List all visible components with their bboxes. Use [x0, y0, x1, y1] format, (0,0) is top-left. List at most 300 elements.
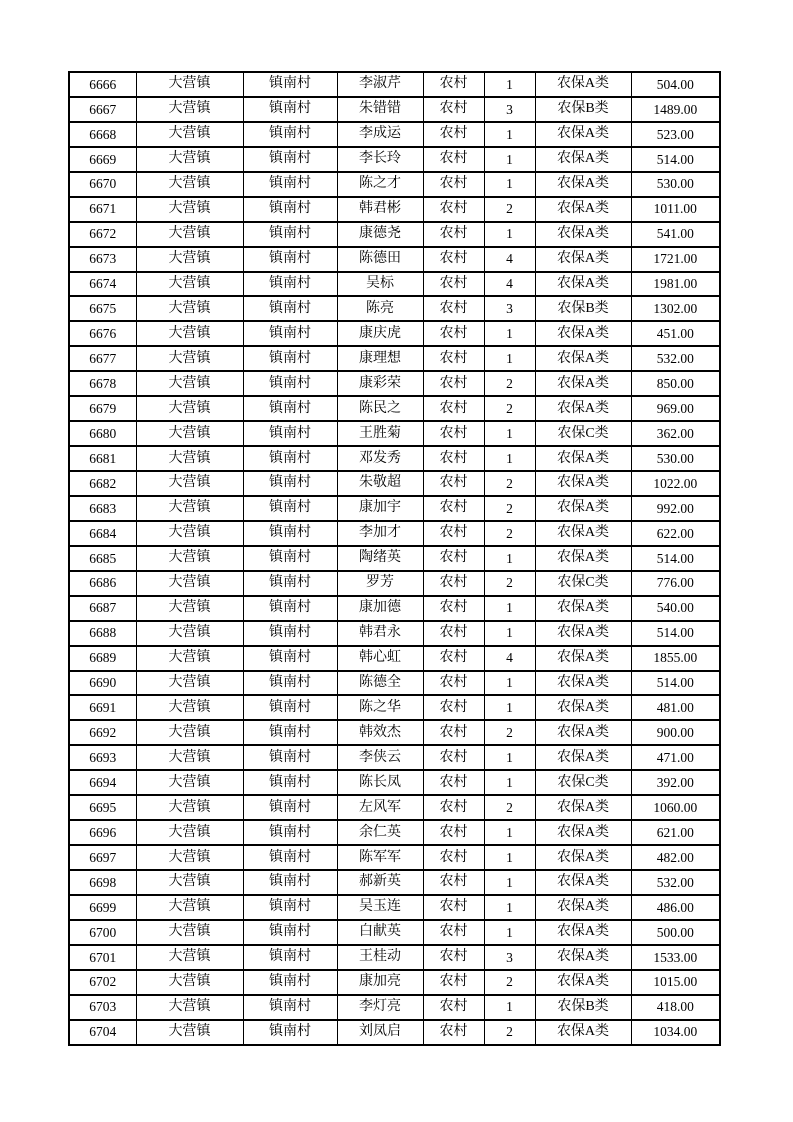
cell-name: 邓发秀 — [337, 446, 423, 471]
cell-count: 1 — [484, 845, 535, 870]
cell-insurance_type: 农保B类 — [535, 995, 631, 1020]
cell-insurance_type: 农保A类 — [535, 346, 631, 371]
cell-amount: 1855.00 — [631, 646, 720, 671]
cell-town: 大营镇 — [136, 371, 243, 396]
cell-id: 6667 — [69, 97, 136, 122]
cell-insurance_type: 农保A类 — [535, 795, 631, 820]
table-row — [69, 720, 720, 745]
cell-category: 农村 — [423, 396, 484, 421]
cell-count: 1 — [484, 995, 535, 1020]
cell-village: 镇南村 — [243, 421, 337, 446]
cell-insurance_type: 农保C类 — [535, 571, 631, 596]
cell-count: 1 — [484, 421, 535, 446]
cell-village: 镇南村 — [243, 945, 337, 970]
cell-village: 镇南村 — [243, 671, 337, 696]
cell-count: 1 — [484, 695, 535, 720]
cell-id: 6692 — [69, 720, 136, 745]
cell-amount: 1302.00 — [631, 296, 720, 321]
cell-amount: 1011.00 — [631, 197, 720, 222]
cell-name: 陈长凤 — [337, 770, 423, 795]
cell-insurance_type: 农保A类 — [535, 845, 631, 870]
cell-amount: 514.00 — [631, 546, 720, 571]
cell-village: 镇南村 — [243, 546, 337, 571]
cell-amount: 850.00 — [631, 371, 720, 396]
table-row — [69, 471, 720, 496]
table-row — [69, 346, 720, 371]
cell-amount: 514.00 — [631, 147, 720, 172]
cell-id: 6691 — [69, 695, 136, 720]
cell-name: 康加亮 — [337, 970, 423, 995]
cell-category: 农村 — [423, 496, 484, 521]
cell-name: 李灯亮 — [337, 995, 423, 1020]
cell-town: 大营镇 — [136, 471, 243, 496]
cell-category: 农村 — [423, 695, 484, 720]
cell-category: 农村 — [423, 870, 484, 895]
cell-amount: 1533.00 — [631, 945, 720, 970]
cell-town: 大营镇 — [136, 446, 243, 471]
cell-insurance_type: 农保A类 — [535, 446, 631, 471]
cell-amount: 900.00 — [631, 720, 720, 745]
cell-id: 6681 — [69, 446, 136, 471]
table-row — [69, 795, 720, 820]
cell-amount: 1489.00 — [631, 97, 720, 122]
cell-amount: 1022.00 — [631, 471, 720, 496]
cell-name: 陶绪英 — [337, 546, 423, 571]
cell-amount: 969.00 — [631, 396, 720, 421]
cell-insurance_type: 农保A类 — [535, 122, 631, 147]
table-row — [69, 521, 720, 546]
cell-id: 6695 — [69, 795, 136, 820]
cell-name: 刘凤启 — [337, 1020, 423, 1045]
table-row — [69, 870, 720, 895]
cell-insurance_type: 农保A类 — [535, 546, 631, 571]
cell-id: 6683 — [69, 496, 136, 521]
cell-category: 农村 — [423, 571, 484, 596]
cell-count: 1 — [484, 72, 535, 97]
cell-count: 3 — [484, 945, 535, 970]
cell-count: 1 — [484, 321, 535, 346]
cell-count: 4 — [484, 247, 535, 272]
cell-name: 白献英 — [337, 920, 423, 945]
cell-category: 农村 — [423, 272, 484, 297]
cell-category: 农村 — [423, 197, 484, 222]
cell-name: 陈军军 — [337, 845, 423, 870]
cell-town: 大营镇 — [136, 321, 243, 346]
cell-village: 镇南村 — [243, 571, 337, 596]
cell-town: 大营镇 — [136, 596, 243, 621]
cell-amount: 392.00 — [631, 770, 720, 795]
cell-name: 陈之华 — [337, 695, 423, 720]
cell-insurance_type: 农保A类 — [535, 371, 631, 396]
cell-name: 康理想 — [337, 346, 423, 371]
cell-amount: 776.00 — [631, 571, 720, 596]
cell-name: 吴标 — [337, 272, 423, 297]
cell-name: 康德尧 — [337, 222, 423, 247]
table-row — [69, 396, 720, 421]
cell-amount: 541.00 — [631, 222, 720, 247]
cell-id: 6682 — [69, 471, 136, 496]
table-row — [69, 296, 720, 321]
cell-town: 大营镇 — [136, 671, 243, 696]
cell-category: 农村 — [423, 296, 484, 321]
cell-id: 6668 — [69, 122, 136, 147]
cell-category: 农村 — [423, 596, 484, 621]
cell-id: 6672 — [69, 222, 136, 247]
cell-count: 2 — [484, 1020, 535, 1045]
cell-id: 6678 — [69, 371, 136, 396]
table-row — [69, 546, 720, 571]
cell-category: 农村 — [423, 820, 484, 845]
cell-id: 6666 — [69, 72, 136, 97]
cell-count: 2 — [484, 521, 535, 546]
cell-village: 镇南村 — [243, 296, 337, 321]
cell-id: 6697 — [69, 845, 136, 870]
cell-village: 镇南村 — [243, 596, 337, 621]
cell-insurance_type: 农保B类 — [535, 97, 631, 122]
cell-insurance_type: 农保A类 — [535, 720, 631, 745]
cell-id: 6687 — [69, 596, 136, 621]
table-row — [69, 197, 720, 222]
table-row — [69, 970, 720, 995]
cell-amount: 504.00 — [631, 72, 720, 97]
cell-village: 镇南村 — [243, 521, 337, 546]
cell-id: 6673 — [69, 247, 136, 272]
cell-count: 2 — [484, 471, 535, 496]
cell-insurance_type: 农保A类 — [535, 671, 631, 696]
table-row — [69, 147, 720, 172]
cell-village: 镇南村 — [243, 122, 337, 147]
cell-town: 大营镇 — [136, 621, 243, 646]
cell-id: 6685 — [69, 546, 136, 571]
cell-name: 余仁英 — [337, 820, 423, 845]
table-row — [69, 446, 720, 471]
cell-count: 1 — [484, 745, 535, 770]
cell-count: 2 — [484, 795, 535, 820]
cell-id: 6702 — [69, 970, 136, 995]
cell-count: 1 — [484, 820, 535, 845]
cell-category: 农村 — [423, 371, 484, 396]
cell-town: 大营镇 — [136, 396, 243, 421]
cell-village: 镇南村 — [243, 321, 337, 346]
cell-insurance_type: 农保A类 — [535, 197, 631, 222]
cell-town: 大营镇 — [136, 845, 243, 870]
cell-amount: 532.00 — [631, 870, 720, 895]
cell-insurance_type: 农保A类 — [535, 396, 631, 421]
cell-insurance_type: 农保A类 — [535, 970, 631, 995]
cell-count: 2 — [484, 371, 535, 396]
cell-town: 大营镇 — [136, 197, 243, 222]
cell-category: 农村 — [423, 147, 484, 172]
cell-count: 2 — [484, 396, 535, 421]
cell-village: 镇南村 — [243, 720, 337, 745]
cell-town: 大营镇 — [136, 122, 243, 147]
cell-village: 镇南村 — [243, 371, 337, 396]
cell-amount: 514.00 — [631, 671, 720, 696]
cell-insurance_type: 农保C类 — [535, 770, 631, 795]
cell-village: 镇南村 — [243, 970, 337, 995]
table-row — [69, 845, 720, 870]
cell-count: 1 — [484, 122, 535, 147]
cell-count: 2 — [484, 720, 535, 745]
cell-name: 韩心虹 — [337, 646, 423, 671]
cell-town: 大营镇 — [136, 795, 243, 820]
cell-name: 李侠云 — [337, 745, 423, 770]
cell-village: 镇南村 — [243, 471, 337, 496]
cell-name: 陈德全 — [337, 671, 423, 696]
cell-name: 韩君永 — [337, 621, 423, 646]
cell-count: 4 — [484, 646, 535, 671]
cell-town: 大营镇 — [136, 296, 243, 321]
cell-village: 镇南村 — [243, 820, 337, 845]
cell-town: 大营镇 — [136, 222, 243, 247]
cell-category: 农村 — [423, 770, 484, 795]
cell-name: 王桂动 — [337, 945, 423, 970]
cell-town: 大营镇 — [136, 97, 243, 122]
cell-town: 大营镇 — [136, 945, 243, 970]
cell-town: 大营镇 — [136, 720, 243, 745]
cell-insurance_type: 农保A类 — [535, 1020, 631, 1045]
cell-name: 李淑芹 — [337, 72, 423, 97]
table-row — [69, 745, 720, 770]
cell-id: 6677 — [69, 346, 136, 371]
cell-category: 农村 — [423, 346, 484, 371]
cell-name: 朱敬超 — [337, 471, 423, 496]
cell-category: 农村 — [423, 895, 484, 920]
cell-town: 大营镇 — [136, 895, 243, 920]
cell-category: 农村 — [423, 321, 484, 346]
cell-town: 大营镇 — [136, 247, 243, 272]
cell-amount: 530.00 — [631, 172, 720, 197]
cell-name: 朱错错 — [337, 97, 423, 122]
cell-insurance_type: 农保B类 — [535, 296, 631, 321]
cell-count: 2 — [484, 970, 535, 995]
cell-id: 6696 — [69, 820, 136, 845]
cell-count: 1 — [484, 895, 535, 920]
cell-category: 农村 — [423, 995, 484, 1020]
cell-town: 大营镇 — [136, 272, 243, 297]
cell-amount: 1060.00 — [631, 795, 720, 820]
table-row — [69, 695, 720, 720]
cell-town: 大营镇 — [136, 496, 243, 521]
cell-amount: 1015.00 — [631, 970, 720, 995]
cell-insurance_type: 农保A类 — [535, 247, 631, 272]
table-row — [69, 172, 720, 197]
cell-village: 镇南村 — [243, 920, 337, 945]
table-row — [69, 770, 720, 795]
cell-insurance_type: 农保A类 — [535, 820, 631, 845]
cell-town: 大营镇 — [136, 346, 243, 371]
cell-count: 1 — [484, 596, 535, 621]
table-row — [69, 97, 720, 122]
cell-insurance_type: 农保A类 — [535, 172, 631, 197]
table-row — [69, 496, 720, 521]
cell-category: 农村 — [423, 621, 484, 646]
cell-village: 镇南村 — [243, 97, 337, 122]
cell-category: 农村 — [423, 471, 484, 496]
cell-id: 6699 — [69, 895, 136, 920]
cell-amount: 451.00 — [631, 321, 720, 346]
cell-village: 镇南村 — [243, 222, 337, 247]
cell-id: 6704 — [69, 1020, 136, 1045]
cell-village: 镇南村 — [243, 995, 337, 1020]
cell-village: 镇南村 — [243, 621, 337, 646]
cell-insurance_type: 农保A类 — [535, 646, 631, 671]
table-row — [69, 621, 720, 646]
cell-name: 韩效杰 — [337, 720, 423, 745]
table-row — [69, 247, 720, 272]
cell-town: 大营镇 — [136, 72, 243, 97]
cell-count: 1 — [484, 346, 535, 371]
cell-amount: 540.00 — [631, 596, 720, 621]
cell-category: 农村 — [423, 1020, 484, 1045]
table-row — [69, 820, 720, 845]
cell-category: 农村 — [423, 446, 484, 471]
cell-amount: 471.00 — [631, 745, 720, 770]
cell-name: 左风军 — [337, 795, 423, 820]
cell-amount: 532.00 — [631, 346, 720, 371]
cell-amount: 514.00 — [631, 621, 720, 646]
cell-town: 大营镇 — [136, 421, 243, 446]
cell-town: 大营镇 — [136, 770, 243, 795]
cell-town: 大营镇 — [136, 995, 243, 1020]
cell-count: 1 — [484, 920, 535, 945]
cell-village: 镇南村 — [243, 795, 337, 820]
table-row — [69, 421, 720, 446]
cell-insurance_type: 农保A类 — [535, 496, 631, 521]
cell-amount: 523.00 — [631, 122, 720, 147]
cell-town: 大营镇 — [136, 695, 243, 720]
cell-id: 6694 — [69, 770, 136, 795]
cell-town: 大营镇 — [136, 745, 243, 770]
cell-count: 2 — [484, 571, 535, 596]
cell-id: 6676 — [69, 321, 136, 346]
cell-name: 陈德田 — [337, 247, 423, 272]
cell-count: 1 — [484, 147, 535, 172]
cell-count: 2 — [484, 197, 535, 222]
cell-village: 镇南村 — [243, 695, 337, 720]
cell-amount: 622.00 — [631, 521, 720, 546]
cell-town: 大营镇 — [136, 571, 243, 596]
cell-town: 大营镇 — [136, 870, 243, 895]
table-row — [69, 222, 720, 247]
cell-insurance_type: 农保A类 — [535, 222, 631, 247]
cell-village: 镇南村 — [243, 496, 337, 521]
cell-count: 1 — [484, 172, 535, 197]
table-row — [69, 596, 720, 621]
cell-town: 大营镇 — [136, 147, 243, 172]
cell-category: 农村 — [423, 546, 484, 571]
cell-town: 大营镇 — [136, 1020, 243, 1045]
cell-id: 6693 — [69, 745, 136, 770]
cell-category: 农村 — [423, 720, 484, 745]
cell-id: 6671 — [69, 197, 136, 222]
table-row — [69, 72, 720, 97]
cell-id: 6686 — [69, 571, 136, 596]
cell-amount: 486.00 — [631, 895, 720, 920]
cell-name: 吴玉连 — [337, 895, 423, 920]
table-row — [69, 1020, 720, 1045]
cell-name: 康彩荣 — [337, 371, 423, 396]
cell-category: 农村 — [423, 745, 484, 770]
cell-amount: 530.00 — [631, 446, 720, 471]
cell-category: 农村 — [423, 970, 484, 995]
cell-id: 6701 — [69, 945, 136, 970]
cell-town: 大营镇 — [136, 920, 243, 945]
cell-name: 陈亮 — [337, 296, 423, 321]
cell-name: 李成运 — [337, 122, 423, 147]
cell-insurance_type: 农保A类 — [535, 471, 631, 496]
table-row — [69, 995, 720, 1020]
cell-category: 农村 — [423, 671, 484, 696]
cell-village: 镇南村 — [243, 1020, 337, 1045]
cell-village: 镇南村 — [243, 446, 337, 471]
table-row — [69, 646, 720, 671]
cell-category: 农村 — [423, 247, 484, 272]
cell-count: 1 — [484, 446, 535, 471]
cell-village: 镇南村 — [243, 845, 337, 870]
cell-category: 农村 — [423, 222, 484, 247]
cell-name: 康加宇 — [337, 496, 423, 521]
table-row — [69, 321, 720, 346]
cell-insurance_type: 农保C类 — [535, 421, 631, 446]
cell-amount: 500.00 — [631, 920, 720, 945]
cell-amount: 362.00 — [631, 421, 720, 446]
table-row — [69, 122, 720, 147]
cell-insurance_type: 农保A类 — [535, 521, 631, 546]
cell-town: 大营镇 — [136, 521, 243, 546]
cell-insurance_type: 农保A类 — [535, 72, 631, 97]
cell-town: 大营镇 — [136, 970, 243, 995]
cell-id: 6680 — [69, 421, 136, 446]
cell-amount: 1034.00 — [631, 1020, 720, 1045]
cell-village: 镇南村 — [243, 895, 337, 920]
table-row — [69, 945, 720, 970]
cell-amount: 481.00 — [631, 695, 720, 720]
cell-count: 2 — [484, 496, 535, 521]
cell-name: 陈民之 — [337, 396, 423, 421]
cell-name: 韩君彬 — [337, 197, 423, 222]
cell-name: 陈之才 — [337, 172, 423, 197]
cell-count: 1 — [484, 621, 535, 646]
cell-id: 6689 — [69, 646, 136, 671]
table-row — [69, 920, 720, 945]
cell-category: 农村 — [423, 122, 484, 147]
cell-village: 镇南村 — [243, 346, 337, 371]
cell-town: 大营镇 — [136, 546, 243, 571]
cell-insurance_type: 农保A类 — [535, 870, 631, 895]
cell-id: 6688 — [69, 621, 136, 646]
cell-category: 农村 — [423, 845, 484, 870]
cell-village: 镇南村 — [243, 870, 337, 895]
cell-name: 罗芳 — [337, 571, 423, 596]
cell-insurance_type: 农保A类 — [535, 945, 631, 970]
subsidy-table — [68, 71, 721, 1046]
cell-name: 郝新英 — [337, 870, 423, 895]
cell-amount: 621.00 — [631, 820, 720, 845]
cell-count: 4 — [484, 272, 535, 297]
cell-amount: 482.00 — [631, 845, 720, 870]
cell-insurance_type: 农保A类 — [535, 920, 631, 945]
cell-insurance_type: 农保A类 — [535, 272, 631, 297]
cell-id: 6670 — [69, 172, 136, 197]
cell-category: 农村 — [423, 920, 484, 945]
cell-category: 农村 — [423, 172, 484, 197]
cell-village: 镇南村 — [243, 646, 337, 671]
cell-village: 镇南村 — [243, 272, 337, 297]
cell-id: 6698 — [69, 870, 136, 895]
cell-id: 6669 — [69, 147, 136, 172]
cell-insurance_type: 农保A类 — [535, 321, 631, 346]
